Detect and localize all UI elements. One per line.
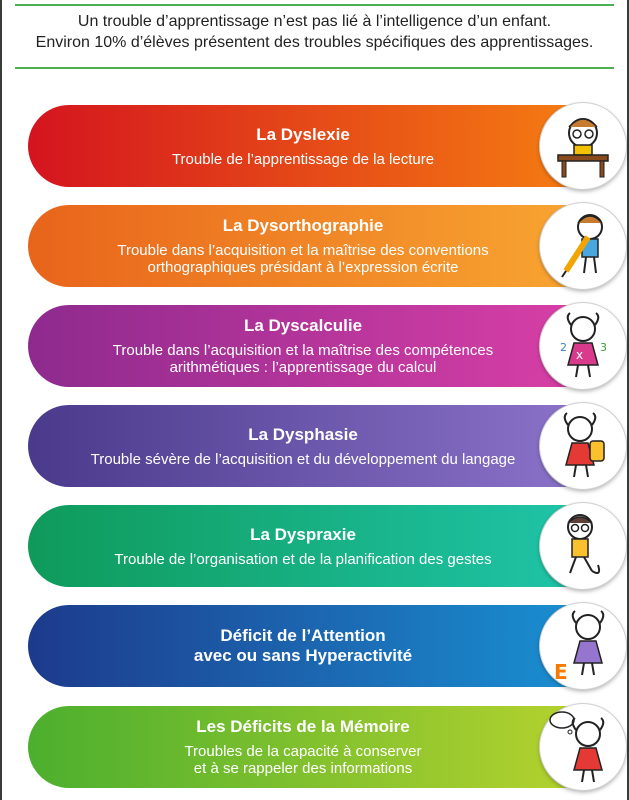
- card-description-line: et à se rappeler des informations: [193, 760, 413, 777]
- card-banner: [28, 706, 578, 788]
- card-description-line: arithmétiques : l’apprentissage du calcul: [169, 359, 437, 376]
- card-title: La Dysorthographie: [222, 216, 384, 235]
- intro-line-1: Un trouble d’apprentissage n’est pas lié à l’intelligence d’un enfant.: [77, 13, 552, 30]
- card-banner: [28, 205, 578, 287]
- card-description: [113, 342, 493, 376]
- card-deficit-attention: [28, 605, 626, 687]
- card-title: La Dysphasie: [248, 424, 358, 444]
- card-description: [91, 451, 516, 468]
- card-description-line: Trouble de l’apprentissage de la lecture: [171, 150, 435, 168]
- card-dyspraxie: [28, 505, 626, 587]
- card-title: La Dyscalculie: [243, 316, 363, 335]
- card-description-line: Trouble de l’organisation et de la planification des gestes: [114, 550, 492, 568]
- header-rule-bottom: [15, 67, 614, 69]
- intro-header: [15, 0, 614, 70]
- card-description-line: Trouble dans l’acquisition et la maîtrise des compétences: [112, 342, 494, 359]
- card-dysorthographie: [28, 205, 626, 287]
- card-title: Déficit de l’Attention: [220, 626, 386, 645]
- card-banner: [28, 305, 578, 387]
- card-title-line-2: avec ou sans Hyperactivité: [193, 646, 413, 665]
- intro-line-2: Environ 10% d’élèves présentent des troubles spécifiques des apprentissages.: [35, 34, 594, 51]
- child-reading-at-desk-icon: [540, 103, 626, 189]
- card-title: La Dyspraxie: [250, 524, 356, 544]
- page-border-left: [0, 0, 2, 800]
- svg-text:x: x: [576, 348, 584, 362]
- girl-with-numbers-icon: [540, 303, 626, 389]
- card-description-line: Trouble dans l’acquisition et la maîtrise des conventions: [117, 242, 489, 259]
- card-banner: [28, 605, 578, 687]
- card-banner: [28, 105, 578, 187]
- girl-with-backpack-icon: [540, 403, 626, 489]
- card-description: [117, 242, 488, 276]
- card-description-line: Troubles de la capacité à conserver: [184, 743, 422, 760]
- card-description: [114, 551, 491, 568]
- card-deficits-memoire: [28, 706, 626, 788]
- card-title: La Dyslexie: [256, 124, 350, 144]
- card-description: [184, 743, 421, 777]
- card-description-line: Trouble sévère de l’acquisition et du développement du langage: [90, 450, 516, 468]
- girl-with-letter-e-icon: [540, 603, 626, 689]
- card-banner: [28, 505, 578, 587]
- card-description: [172, 151, 434, 168]
- child-stumbling-icon: [540, 503, 626, 589]
- card-description-line: orthographiques présidant à l’expression écrite: [147, 259, 459, 276]
- card-dyscalculie: [28, 305, 626, 387]
- girl-with-thought-bubble-icon: [540, 704, 626, 790]
- svg-text:3: 3: [600, 341, 607, 354]
- svg-text:E: E: [554, 660, 568, 684]
- svg-text:2: 2: [560, 341, 567, 354]
- card-banner: [28, 405, 578, 487]
- card-title: Les Déficits de la Mémoire: [196, 717, 410, 736]
- child-with-pencil-icon: [540, 203, 626, 289]
- header-rule-top: [15, 4, 614, 6]
- intro-text: [15, 11, 614, 53]
- card-dyslexie: [28, 105, 626, 187]
- card-dysphasie: [28, 405, 626, 487]
